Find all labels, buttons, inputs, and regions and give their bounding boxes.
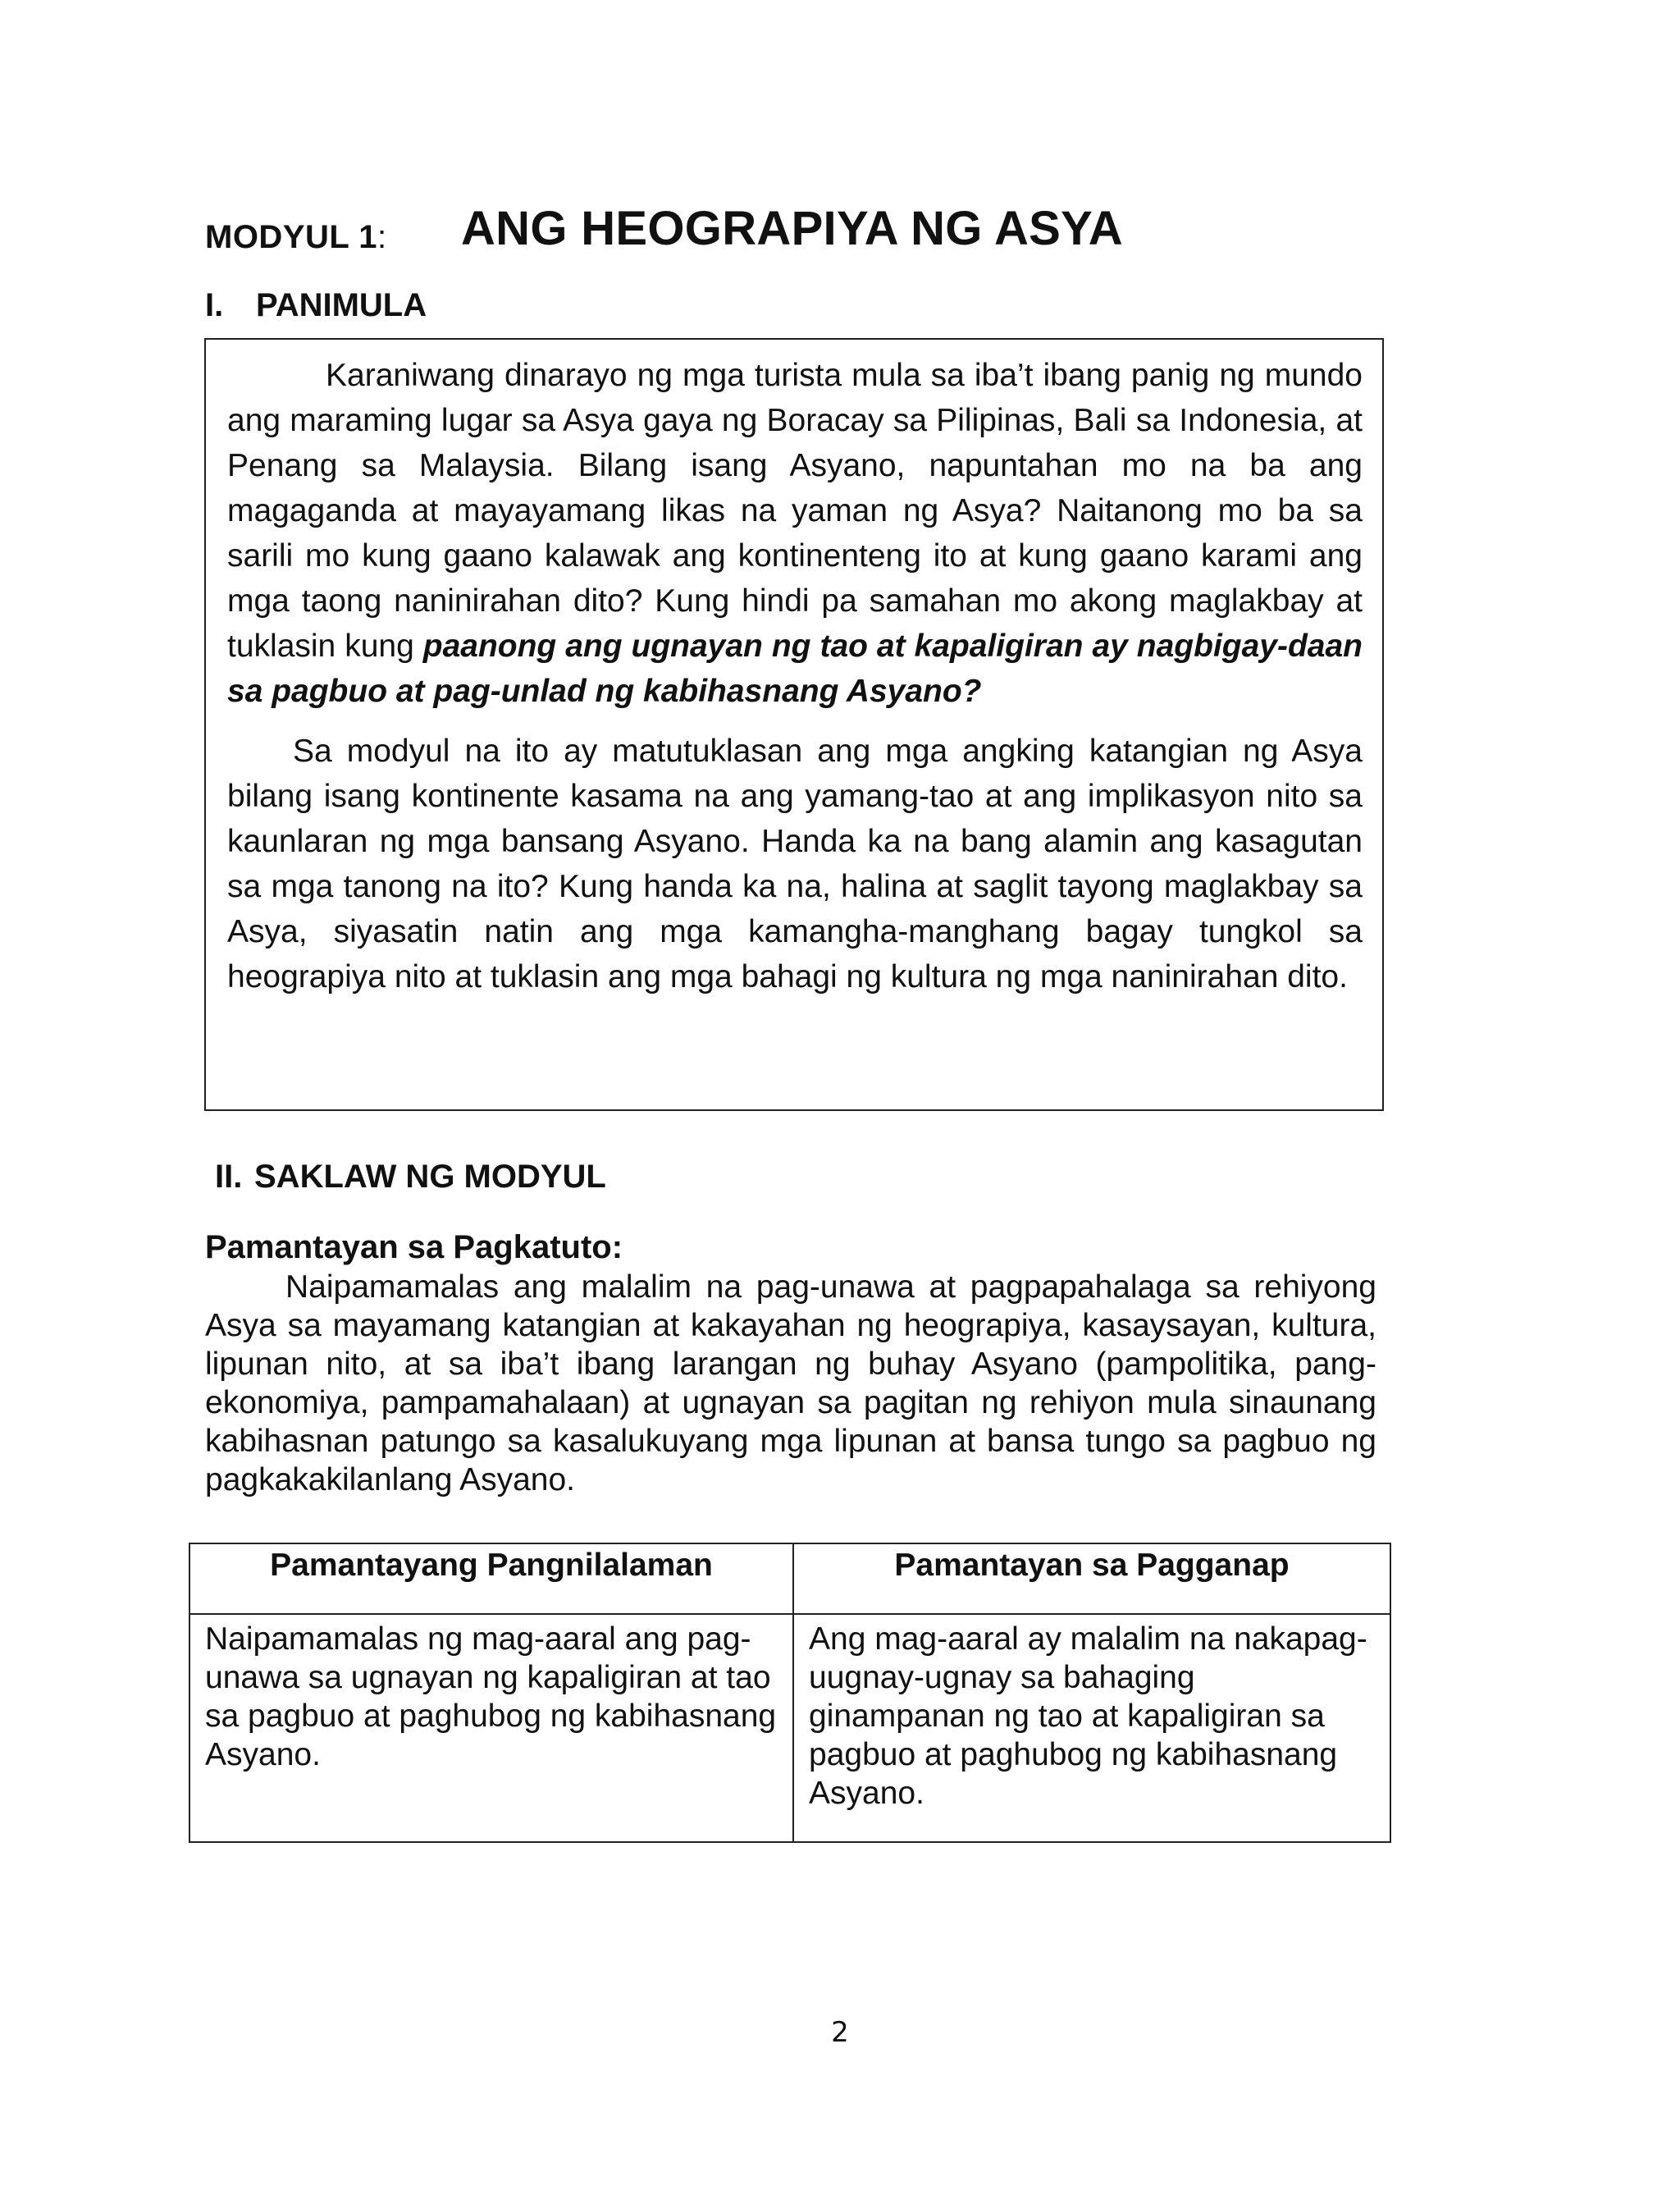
pamantayan-paragraph: Naipamamalas ang malalim na pag-unawa at pagpapahalaga sa rehiyong Asya sa mayamang katangian at kakayahan ng heograpiya, kasaysayan, kultura, lipunan nito, at sa iba’t ibang larangan ng buhay Asyano (pampolitika, pang-ekonomiya, pampamahalaan) at ugnayan sa pagitan ng rehiyon mula sinaunang kabihasnan patungo sa kasalukuyang mga lipunan at bansa tungo sa pagbuo ng pagkakakilanlang Asyano. bbox=[205, 1269, 1376, 1497]
table-cell: Naipamamalas ng mag-aaral ang pag-unawa sa ugnayan ng kapaligiran at tao sa pagbuo at paghubog ng kabihasnang Asyano. bbox=[189, 1614, 793, 1842]
page-title: ANG HEOGRAPIYA NG ASYA bbox=[461, 202, 1123, 255]
section-number: II. bbox=[215, 1159, 243, 1195]
section-number: I. bbox=[205, 287, 224, 323]
section-title: SAKLAW NG MODYUL bbox=[254, 1159, 606, 1195]
intro-question-emphasis: paanong ang ugnayan ng tao at kapaligiran ay nagbigay-daan sa pagbuo at pag-unlad ng kabihasnang Asyano? bbox=[227, 629, 1363, 709]
section-title: PANIMULA bbox=[256, 287, 427, 323]
intro-paragraph-1 bbox=[227, 353, 1363, 714]
section-heading-panimula bbox=[205, 287, 427, 324]
intro-paragraph-1-text: Karaniwang dinarayo ng mga turista mula sa iba’t ibang panig ng mundo ang maraming lugar sa Asya gaya ng Boracay sa Pilipinas, Bali sa Indonesia, at Penang sa Malaysia. Bilang isang Asyano, napuntahan mo na ba ang magaganda at mayayamang likas na yaman ng Asya? Naitanong mo ba sa sarili mo kung gaano kalawak ang kontinenteng ito at kung gaano karami ang mga taong naninirahan dito? Kung hindi pa samahan mo akong maglakbay at tuklasin kung bbox=[227, 358, 1363, 664]
page-number: 2 bbox=[831, 2016, 849, 2049]
intro-paragraph-2: Sa modyul na ito ay matutuklasan ang mga angking katangian ng Asya bilang isang kontinente kasama na ang yamang-tao at ang implikasyon nito sa kaunlaran ng mga bansang Asyano. Handa ka na bang alamin ang kasagutan sa mga tanong na ito? Kung handa ka na, halina at saglit tayong maglakbay sa Asya, siyasatin natin ang mga kamangha-manghang bagay tungkol sa heograpiya nito at tuklasin ang mga bahagi ng kultura ng mga naninirahan dito. bbox=[227, 734, 1363, 994]
intro-box bbox=[204, 338, 1384, 1111]
module-label-colon: : bbox=[377, 219, 387, 255]
module-label-text: MODYUL 1 bbox=[205, 219, 377, 255]
table-header-cell: Pamantayan sa Pagganap bbox=[793, 1543, 1390, 1614]
table-header-row bbox=[189, 1543, 1390, 1614]
standards-table bbox=[189, 1543, 1391, 1843]
module-label bbox=[205, 219, 387, 256]
table-header-cell: Pamantayang Pangnilalaman bbox=[189, 1543, 793, 1614]
module-title-row bbox=[205, 201, 1436, 267]
section-heading-saklaw bbox=[215, 1159, 606, 1196]
table-cell: Ang mag-aaral ay malalim na nakapag-uugnay-ugnay sa bahaging ginampanan ng tao at kapaligiran sa pagbuo at paghubog ng kabihasnang Asyano. bbox=[793, 1614, 1390, 1842]
subheading-pamantayan: Pamantayan sa Pagkatuto: bbox=[205, 1229, 623, 1265]
table-row bbox=[189, 1614, 1390, 1842]
